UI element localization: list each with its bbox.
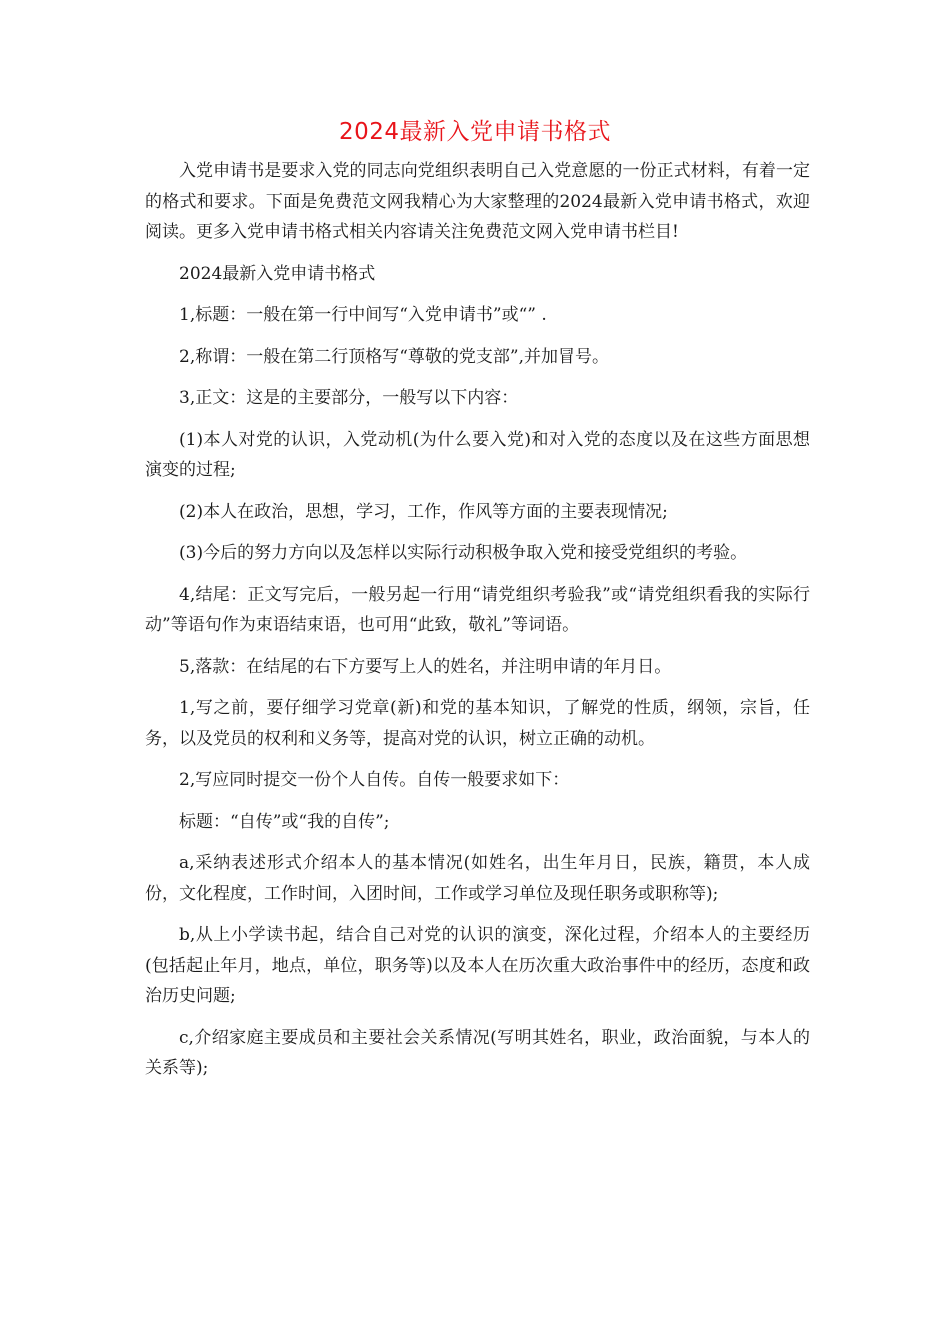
paragraph-body-item-3: (3)今后的努力方向以及怎样以实际行动积极争取入党和接受党组织的考验。 (179, 543, 748, 563)
document-body (145, 156, 810, 1095)
paragraph-body-rule: 3,正文：这是的主要部分，一般写以下内容： (179, 388, 519, 408)
paragraph-signature-rule: 5,落款：在结尾的右下方要写上人的姓名，并注明申请的年月日。 (179, 656, 672, 677)
paragraph-salutation-rule: 2,称谓：一般在第二行顶格写“尊敬的党支部”,并加冒号。 (179, 346, 610, 367)
paragraph-ending-rule: 4,结尾：正文写完后，一般另起一行用“请党组织考验我”或“请党组织看我的实际行动”等语句作为束语结束语，也可用“此致，敬礼”等词语。 (145, 584, 810, 635)
paragraph-title-rule: 1,标题：一般在第一行中间写“入党申请书”或“” . (179, 305, 547, 325)
paragraph-autobio-b: b,从上小学读书起，结合自己对党的认识的演变，深化过程，介绍本人的主要经历(包括起止年月，地点，单位，职务等)以及本人在历次重大政治事件中的经历，态度和政治历史问题; (145, 925, 810, 1006)
paragraph-note-1: 1,写之前，要仔细学习党章(新)和党的基本知识，了解党的性质，纲领，宗旨，任务，以及党员的权利和义务等，提高对党的认识，树立正确的动机。 (145, 698, 810, 749)
paragraph-body-item-1: (1)本人对党的认识，入党动机(为什么要入党)和对入党的态度以及在这些方面思想演变的过程; (145, 429, 810, 480)
paragraph-autobio-c: c,介绍家庭主要成员和主要社会关系情况(写明其姓名，职业，政治面貌，与本人的关系等); (145, 1027, 810, 1078)
section-heading: 2024最新入党申请书格式 (179, 263, 376, 284)
document-title: 2024最新入党申请书格式 (338, 119, 612, 145)
intro-paragraph: 入党申请书是要求入党的同志向党组织表明自己入党意愿的一份正式材料，有着一定的格式和要求。下面是免费范文网我精心为大家整理的2024最新入党申请书格式，欢迎阅读。更多入党申请书格式相关内容请关注免费范文网入党申请书栏目! (145, 161, 810, 242)
paragraph-note-2: 2,写应同时提交一份个人自传。自传一般要求如下： (179, 770, 570, 790)
paragraph-body-item-2: (2)本人在政治，思想，学习，工作，作风等方面的主要表现情况; (179, 501, 668, 522)
paragraph-autobio-a: a,采纳表述形式介绍本人的基本情况(如姓名，出生年月日，民族，籍贯，本人成份，文化程度，工作时间，入团时间，工作或学习单位及现任职务或职称等); (145, 853, 810, 904)
paragraph-autobio-title: 标题：“自传”或“我的自传”; (179, 811, 390, 832)
